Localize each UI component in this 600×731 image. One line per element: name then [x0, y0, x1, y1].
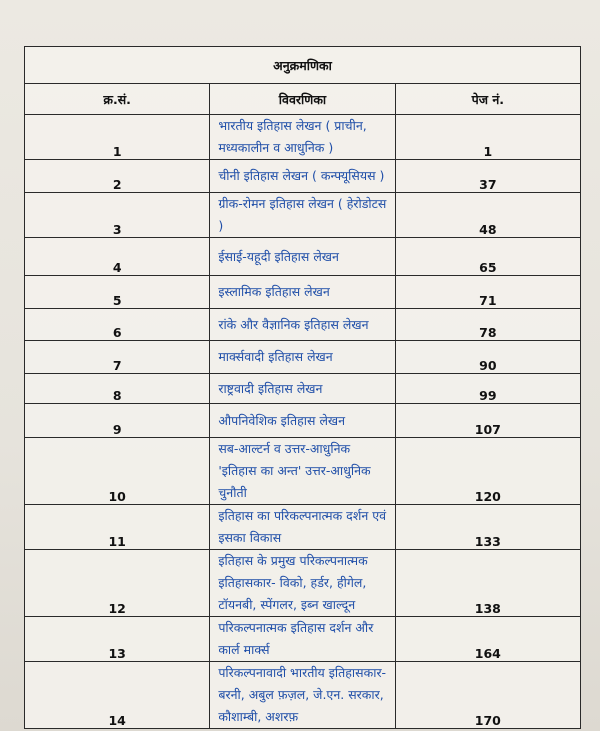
- header-description: विवरणिका: [210, 84, 395, 115]
- row-page: 99: [395, 374, 580, 404]
- row-page: 90: [395, 341, 580, 374]
- toc-row: [25, 115, 581, 160]
- row-serial: 6: [25, 309, 210, 341]
- toc-row: [25, 309, 581, 341]
- row-description: परिकल्पनावादी भारतीय इतिहासकार- बरनी, अबुल फ़ज़ल, जे.एन. सरकार, कौशाम्बी, अशरफ़: [210, 662, 395, 729]
- toc-row: [25, 438, 581, 505]
- row-page: 120: [395, 438, 580, 505]
- row-page: 65: [395, 238, 580, 276]
- row-page: 37: [395, 160, 580, 193]
- row-page: 133: [395, 505, 580, 550]
- row-serial: 13: [25, 617, 210, 662]
- toc-row: [25, 238, 581, 276]
- toc-row: [25, 341, 581, 374]
- toc-row: [25, 550, 581, 617]
- toc-title: अनुक्रमणिका: [25, 47, 581, 84]
- row-serial: 1: [25, 115, 210, 160]
- toc-row: [25, 276, 581, 309]
- toc-row: [25, 662, 581, 729]
- row-serial: 5: [25, 276, 210, 309]
- row-description: ग्रीक-रोमन इतिहास लेखन ( हेरोडोटस ): [210, 193, 395, 238]
- row-serial: 14: [25, 662, 210, 729]
- row-description: मार्क्सवादी इतिहास लेखन: [210, 341, 395, 374]
- row-description: रांके और वैज्ञानिक इतिहास लेखन: [210, 309, 395, 341]
- row-description: राष्ट्रवादी इतिहास लेखन: [210, 374, 395, 404]
- row-serial: 8: [25, 374, 210, 404]
- row-description: परिकल्पनात्मक इतिहास दर्शन और कार्ल मार्क्स: [210, 617, 395, 662]
- row-description: इस्लामिक इतिहास लेखन: [210, 276, 395, 309]
- toc-row: [25, 160, 581, 193]
- toc-row: [25, 617, 581, 662]
- row-description: सब-आल्टर्न व उत्तर-आधुनिक 'इतिहास का अन्त' उत्तर-आधुनिक चुनौती: [210, 438, 395, 505]
- row-description: इतिहास का परिकल्पनात्मक दर्शन एवं इसका विकास: [210, 505, 395, 550]
- toc-row: [25, 193, 581, 238]
- row-serial: 4: [25, 238, 210, 276]
- row-description: ईसाई-यहूदी इतिहास लेखन: [210, 238, 395, 276]
- row-page: 48: [395, 193, 580, 238]
- row-page: 107: [395, 404, 580, 438]
- row-page: 138: [395, 550, 580, 617]
- row-serial: 9: [25, 404, 210, 438]
- row-serial: 3: [25, 193, 210, 238]
- row-page: 164: [395, 617, 580, 662]
- row-page: 78: [395, 309, 580, 341]
- bleed-through-text: [0, 8, 600, 22]
- row-description: औपनिवेशिक इतिहास लेखन: [210, 404, 395, 438]
- toc-header-row: [25, 84, 581, 115]
- row-serial: 7: [25, 341, 210, 374]
- toc-body: [25, 115, 581, 729]
- header-serial: क्र.सं.: [25, 84, 210, 115]
- row-page: 71: [395, 276, 580, 309]
- toc-row: [25, 404, 581, 438]
- row-serial: 10: [25, 438, 210, 505]
- row-page: 170: [395, 662, 580, 729]
- toc-title-row: [25, 47, 581, 84]
- row-serial: 12: [25, 550, 210, 617]
- row-description: भारतीय इतिहास लेखन ( प्राचीन, मध्यकालीन व आधुनिक ): [210, 115, 395, 160]
- header-page: पेज नं.: [395, 84, 580, 115]
- row-page: 1: [395, 115, 580, 160]
- row-description: इतिहास के प्रमुख परिकल्पनात्मक इतिहासकार- विको, हर्डर, हीगेल, टॉयनबी, स्पेंगलर, इब्न खाल्दून: [210, 550, 395, 617]
- row-description: चीनी इतिहास लेखन ( कन्फ्यूसियस ): [210, 160, 395, 193]
- toc-row: [25, 505, 581, 550]
- toc-table: [24, 46, 581, 729]
- row-serial: 11: [25, 505, 210, 550]
- row-serial: 2: [25, 160, 210, 193]
- toc-row: [25, 374, 581, 404]
